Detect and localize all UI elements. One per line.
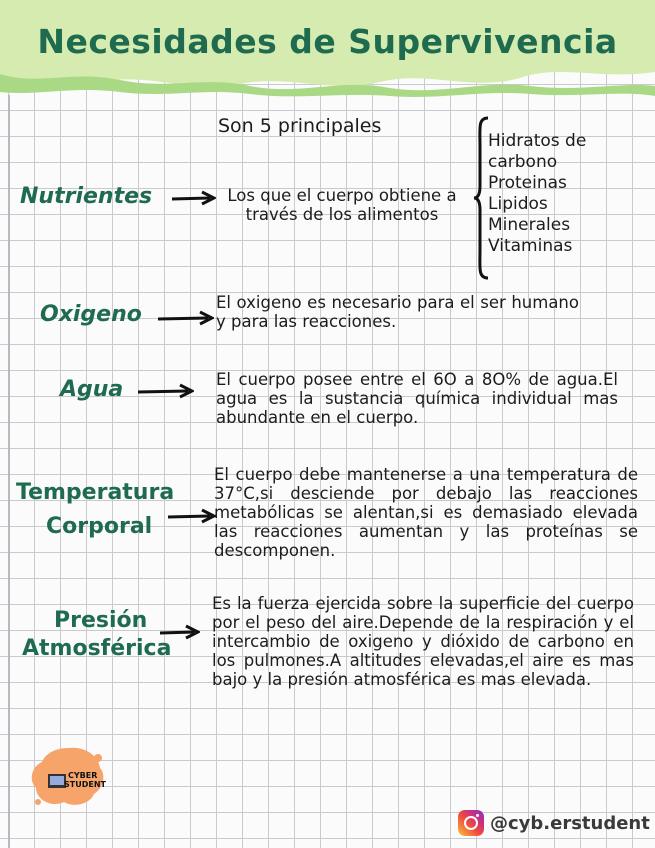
instagram-icon <box>458 810 484 836</box>
logo-text-line1: CYBER <box>68 771 98 780</box>
cyber-student-logo <box>28 744 108 810</box>
list-item: Vitaminas <box>488 236 573 256</box>
temperatura-description: El cuerpo debe mantenerse a una temperatura de 37°C,si desciende por debajo las reacciones metabólicas se alentan,si es demasiado elevada las reacciones aumentan y las proteínas se descomponen. <box>214 465 638 560</box>
nutrientes-list <box>488 131 598 257</box>
agua-description: El cuerpo posee entre el 6O a 8O% de agua.El agua es la sustancia química individual mas abundante en el cuerpo. <box>216 370 618 427</box>
presion-description: Es la fuerza ejercida sobre la superficie del cuerpo por el peso del aire.Depende de la respiración y el intercambio de oxigeno y dióxido de carbono en los pulmones.A altitudes elevadas,el aire es mas bajo y la presión atmosférica es mas elevada. <box>212 594 634 689</box>
logo-text-line2: STUDENT <box>64 780 106 789</box>
arrow-right-icon <box>160 624 200 640</box>
nutrientes-intro: Son 5 principales <box>218 115 382 137</box>
temperatura-label-line1: Temperatura <box>16 480 175 505</box>
presion-label-line2: Atmosférica <box>22 636 172 661</box>
list-item: Lipidos <box>488 194 548 214</box>
temperatura-label-line2: Corporal <box>46 514 153 539</box>
margin-line <box>8 95 10 848</box>
page-title: Necesidades de Supervivencia <box>37 22 618 61</box>
arrow-right-icon <box>172 190 216 206</box>
nutrientes-description: Los que el cuerpo obtiene a través de los alimentos <box>227 186 457 224</box>
presion-label-line1: Presión <box>54 608 148 633</box>
agua-label: Agua <box>60 377 124 402</box>
list-item: Hidratos de carbono <box>488 131 587 172</box>
social-handle <box>458 810 650 836</box>
arrow-right-icon <box>158 310 214 326</box>
oxigeno-label: Oxigeno <box>40 302 142 327</box>
arrow-right-icon <box>138 383 194 399</box>
oxigeno-description: El oxigeno es necesario para el ser humano y para las reacciones. <box>216 293 579 331</box>
header-banner <box>0 0 655 100</box>
nutrientes-label: Nutrientes <box>20 184 153 209</box>
arrow-right-icon <box>168 508 216 524</box>
list-item: Proteinas <box>488 173 567 193</box>
instagram-handle: @cyb.erstudent <box>490 812 650 834</box>
list-item: Minerales <box>488 215 571 235</box>
